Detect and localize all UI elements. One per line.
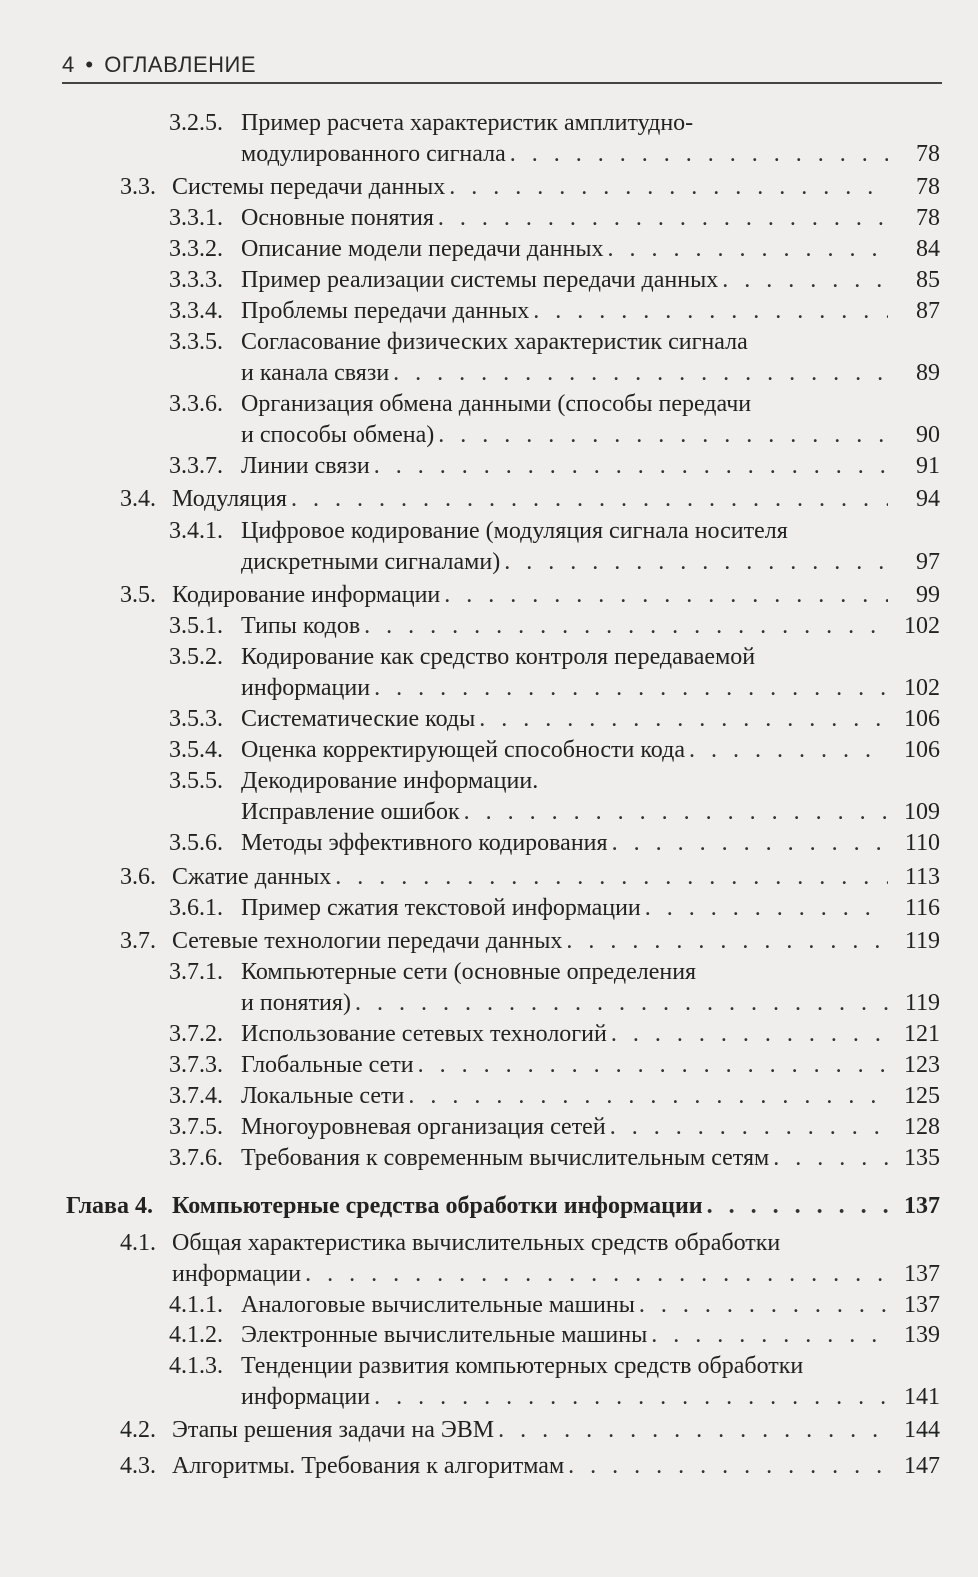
toc-entry-number: 3.3.5. <box>169 329 223 355</box>
toc-entry-page-number: 99 <box>916 582 940 608</box>
toc-entry-title-line: и способы обмена) <box>241 422 435 448</box>
dot-leader <box>335 862 888 893</box>
dot-leader <box>498 1415 888 1446</box>
toc-entry-leader-line <box>241 1382 894 1413</box>
toc-entry-title-line: Согласование физических характеристик сигнала <box>241 329 748 355</box>
dot-leader <box>374 451 888 482</box>
toc-entry-number: 3.3.4. <box>169 298 223 324</box>
toc-entry-number: 4.3. <box>120 1453 156 1479</box>
toc-entry-page-number: 137 <box>904 1261 940 1287</box>
toc-entry-title-line: Типы кодов <box>241 613 361 639</box>
toc-entry-page-number: 110 <box>904 830 940 856</box>
dot-leader <box>651 1320 888 1351</box>
toc-entry-title-line: Использование сетевых технологий <box>241 1021 607 1047</box>
dot-leader <box>374 1382 888 1413</box>
toc-entry-leader-line <box>241 673 894 704</box>
toc-entry-page-number: 78 <box>916 141 940 167</box>
toc-entry-page-number: 121 <box>904 1021 940 1047</box>
toc-entry-title-line: Пример реализации системы передачи данных <box>241 267 719 293</box>
toc-entry-number: 3.7.6. <box>169 1145 223 1171</box>
toc-entry-title-line: информации <box>241 1384 371 1410</box>
toc-entry-number: 4.1.3. <box>169 1353 223 1379</box>
dot-leader <box>611 1019 888 1050</box>
toc-entry-title-line: Систематические коды <box>241 706 476 732</box>
toc-entry-leader-line <box>172 1191 894 1222</box>
toc-entry-title-line: Декодирование информации. <box>241 768 539 794</box>
toc-entry-title-line: информации <box>172 1261 302 1287</box>
dot-leader <box>510 139 888 170</box>
toc-entry-leader-line <box>172 172 894 203</box>
toc-entry-page-number: 90 <box>916 422 940 448</box>
toc-entry-title-line: Методы эффективного кодирования <box>241 830 608 856</box>
toc-entry-leader-line <box>241 1290 894 1321</box>
toc-entry-page-number: 102 <box>904 675 940 701</box>
toc-entry-page-number: 94 <box>916 486 940 512</box>
toc-entry-title-line: Сжатие данных <box>172 864 332 890</box>
dot-leader <box>479 704 888 735</box>
toc-entry-title-line: модулированного сигнала <box>241 141 506 167</box>
toc-entry-title-line: Исправление ошибок <box>241 799 460 825</box>
toc-entry-number: Глава 4. <box>66 1193 153 1219</box>
toc-entry-page-number: 147 <box>904 1453 940 1479</box>
toc-entry-title-line: и канала связи <box>241 360 390 386</box>
toc-entry-page-number: 137 <box>904 1193 940 1219</box>
toc-entry-leader-line <box>241 1081 894 1112</box>
toc-entry-leader-line <box>241 611 894 642</box>
dot-leader <box>773 1143 888 1174</box>
dot-leader <box>707 1191 888 1222</box>
dot-leader <box>645 893 888 924</box>
dot-leader <box>607 234 888 265</box>
toc-entry-number: 4.1.2. <box>169 1322 223 1348</box>
toc-entry-leader-line <box>172 862 894 893</box>
dot-leader <box>689 735 888 766</box>
toc-entry-title-line: Общая характеристика вычислительных средств обработки <box>172 1230 781 1256</box>
toc-entry-leader-line <box>241 988 894 1019</box>
toc-entry-page-number: 119 <box>904 990 940 1016</box>
toc-entry-title-line: Компьютерные средства обработки информации <box>172 1193 703 1219</box>
toc-entry-page-number: 91 <box>916 453 940 479</box>
toc-entry-title-line: Глобальные сети <box>241 1052 414 1078</box>
toc-entry-page-number: 78 <box>916 205 940 231</box>
dot-leader <box>408 1081 888 1112</box>
toc-entry-page-number: 102 <box>904 613 940 639</box>
dot-leader <box>610 1112 888 1143</box>
toc-entry-leader-line <box>241 893 894 924</box>
toc-entry-number: 3.7.1. <box>169 959 223 985</box>
toc-entry-page-number: 87 <box>916 298 940 324</box>
toc-entry-title-line: Электронные вычислительные машины <box>241 1322 648 1348</box>
toc-entry-number: 3.7.3. <box>169 1052 223 1078</box>
toc-entry-number: 3.5.3. <box>169 706 223 732</box>
toc-entry-leader-line <box>241 704 894 735</box>
toc-entry-title-line: дискретными сигналами) <box>241 549 501 575</box>
toc-entry-title-line: Модуляция <box>172 486 287 512</box>
toc-entry-number: 3.3.7. <box>169 453 223 479</box>
toc-entry-leader-line <box>172 580 894 611</box>
toc-entry-page-number: 97 <box>916 549 940 575</box>
dot-leader <box>444 580 888 611</box>
toc-entry-number: 3.4.1. <box>169 518 223 544</box>
toc-entry-leader-line <box>172 1415 894 1446</box>
toc-entry-leader-line <box>241 1320 894 1351</box>
toc-entry-page-number: 141 <box>904 1384 940 1410</box>
toc-entry-page-number: 123 <box>904 1052 940 1078</box>
toc-entry-page-number: 119 <box>904 928 940 954</box>
toc-entry-page-number: 106 <box>904 737 940 763</box>
toc-entry-page-number: 135 <box>904 1145 940 1171</box>
toc-entry-page-number: 116 <box>904 895 940 921</box>
toc-entry-leader-line <box>241 420 894 451</box>
dot-leader <box>438 420 888 451</box>
dot-leader <box>566 926 888 957</box>
toc-entry-leader-line <box>241 828 894 859</box>
toc-entry-title-line: Описание модели передачи данных <box>241 236 604 262</box>
dot-leader <box>568 1451 888 1482</box>
toc-entry-number: 3.5.5. <box>169 768 223 794</box>
dot-leader <box>364 611 888 642</box>
dot-leader <box>374 673 888 704</box>
toc-entry-number: 3.7.2. <box>169 1021 223 1047</box>
toc-entry-number: 3.3.1. <box>169 205 223 231</box>
toc-entry-page-number: 144 <box>904 1417 940 1443</box>
toc-entry-number: 3.5.4. <box>169 737 223 763</box>
toc-entry-page-number: 89 <box>916 360 940 386</box>
toc-entry-page-number: 137 <box>904 1292 940 1318</box>
toc-entry-leader-line <box>241 1019 894 1050</box>
toc-entry-number: 4.1.1. <box>169 1292 223 1318</box>
toc-entry-number: 3.3.3. <box>169 267 223 293</box>
toc-entry-leader-line <box>241 139 894 170</box>
dot-leader <box>418 1050 888 1081</box>
toc-entry-leader-line <box>241 735 894 766</box>
toc-entry-title-line: Организация обмена данными (способы передачи <box>241 391 752 417</box>
toc-entry-title-line: Алгоритмы. Требования к алгоритмам <box>172 1453 565 1479</box>
toc-entry-leader-line <box>241 547 894 578</box>
toc-entry-leader-line <box>241 234 894 265</box>
toc-entry-leader-line <box>172 484 894 515</box>
toc-entry-number: 4.1. <box>120 1230 156 1256</box>
dot-leader <box>612 828 888 859</box>
toc-entry-title-line: Основные понятия <box>241 205 434 231</box>
toc-entry-leader-line <box>241 1050 894 1081</box>
toc-entry-title-line: Системы передачи данных <box>172 174 446 200</box>
toc-entry-title-line: Кодирование как средство контроля передаваемой <box>241 644 756 670</box>
toc-entry-title-line: Проблемы передачи данных <box>241 298 530 324</box>
toc-entry-title-line: Требования к современным вычислительным сетям <box>241 1145 770 1171</box>
toc-entry-title-line: Аналоговые вычислительные машины <box>241 1292 635 1318</box>
toc-entry-leader-line <box>241 358 894 389</box>
dot-leader <box>305 1259 888 1290</box>
toc-entry-page-number: 113 <box>904 864 940 890</box>
dot-leader <box>449 172 888 203</box>
toc-entry-title-line: Компьютерные сети (основные определения <box>241 959 697 985</box>
toc-entry-title-line: Этапы решения задачи на ЭВМ <box>172 1417 495 1443</box>
toc-entry-number: 3.5. <box>120 582 156 608</box>
toc-entry-leader-line <box>241 1112 894 1143</box>
dot-leader <box>533 296 888 327</box>
toc-entry-leader-line <box>241 296 894 327</box>
toc-entry-title-line: Цифровое кодирование (модуляция сигнала носителя <box>241 518 788 544</box>
dot-leader <box>504 547 888 578</box>
toc-entry-title-line: Многоуровневая организация сетей <box>241 1114 606 1140</box>
toc-entry-number: 3.7.4. <box>169 1083 223 1109</box>
toc-entry-page-number: 106 <box>904 706 940 732</box>
toc-entry-title-line: Локальные сети <box>241 1083 405 1109</box>
toc-entry-title-line: Линии связи <box>241 453 370 479</box>
toc-entry-page-number: 109 <box>904 799 940 825</box>
toc-entry-title-line: Сетевые технологии передачи данных <box>172 928 563 954</box>
dot-leader <box>722 265 888 296</box>
toc-entry-leader-line <box>172 1451 894 1482</box>
toc-entry-title-line: и понятия) <box>241 990 351 1016</box>
toc-entry-number: 3.6. <box>120 864 156 890</box>
toc-entry-leader-line <box>241 1143 894 1174</box>
toc-entry-page-number: 128 <box>904 1114 940 1140</box>
toc-entry-number: 3.3.6. <box>169 391 223 417</box>
toc-entry-number: 3.3.2. <box>169 236 223 262</box>
toc-entry-title-line: Пример сжатия текстовой информации <box>241 895 641 921</box>
toc-entry-leader-line <box>172 1259 894 1290</box>
running-header <box>62 52 942 84</box>
header-bullet: • <box>85 52 94 77</box>
toc-entry-title-line: Пример расчета характеристик амплитудно- <box>241 110 694 136</box>
toc-entry-number: 3.6.1. <box>169 895 223 921</box>
toc-entry-number: 3.4. <box>120 486 156 512</box>
toc-entry-number: 3.3. <box>120 174 156 200</box>
toc-entry-page-number: 84 <box>916 236 940 262</box>
toc-entry-title-line: Кодирование информации <box>172 582 441 608</box>
toc-entry-leader-line <box>241 203 894 234</box>
dot-leader <box>355 988 888 1019</box>
toc-entry-title-line: информации <box>241 675 371 701</box>
page-number: 4 <box>62 52 75 77</box>
toc-entry-title-line: Оценка корректирующей способности кода <box>241 737 685 763</box>
dot-leader <box>464 797 888 828</box>
toc-entry-leader-line <box>172 926 894 957</box>
toc-entry-number: 3.5.1. <box>169 613 223 639</box>
header-title: ОГЛАВЛЕНИЕ <box>104 52 257 77</box>
toc-entry-number: 4.2. <box>120 1417 156 1443</box>
dot-leader <box>639 1290 888 1321</box>
toc-entry-title-line: Тенденции развития компьютерных средств обработки <box>241 1353 804 1379</box>
toc-entry-page-number: 125 <box>904 1083 940 1109</box>
dot-leader <box>291 484 888 515</box>
dot-leader <box>393 358 888 389</box>
toc-entry-number: 3.7. <box>120 928 156 954</box>
toc-entry-page-number: 78 <box>916 174 940 200</box>
toc-entry-number: 3.2.5. <box>169 110 223 136</box>
toc-entry-page-number: 139 <box>904 1322 940 1348</box>
toc-entry-leader-line <box>241 265 894 296</box>
toc-entry-leader-line <box>241 797 894 828</box>
toc-entry-leader-line <box>241 451 894 482</box>
dot-leader <box>438 203 888 234</box>
toc-entry-number: 3.5.2. <box>169 644 223 670</box>
toc-entry-number: 3.5.6. <box>169 830 223 856</box>
toc-entry-page-number: 85 <box>916 267 940 293</box>
toc-entry-number: 3.7.5. <box>169 1114 223 1140</box>
